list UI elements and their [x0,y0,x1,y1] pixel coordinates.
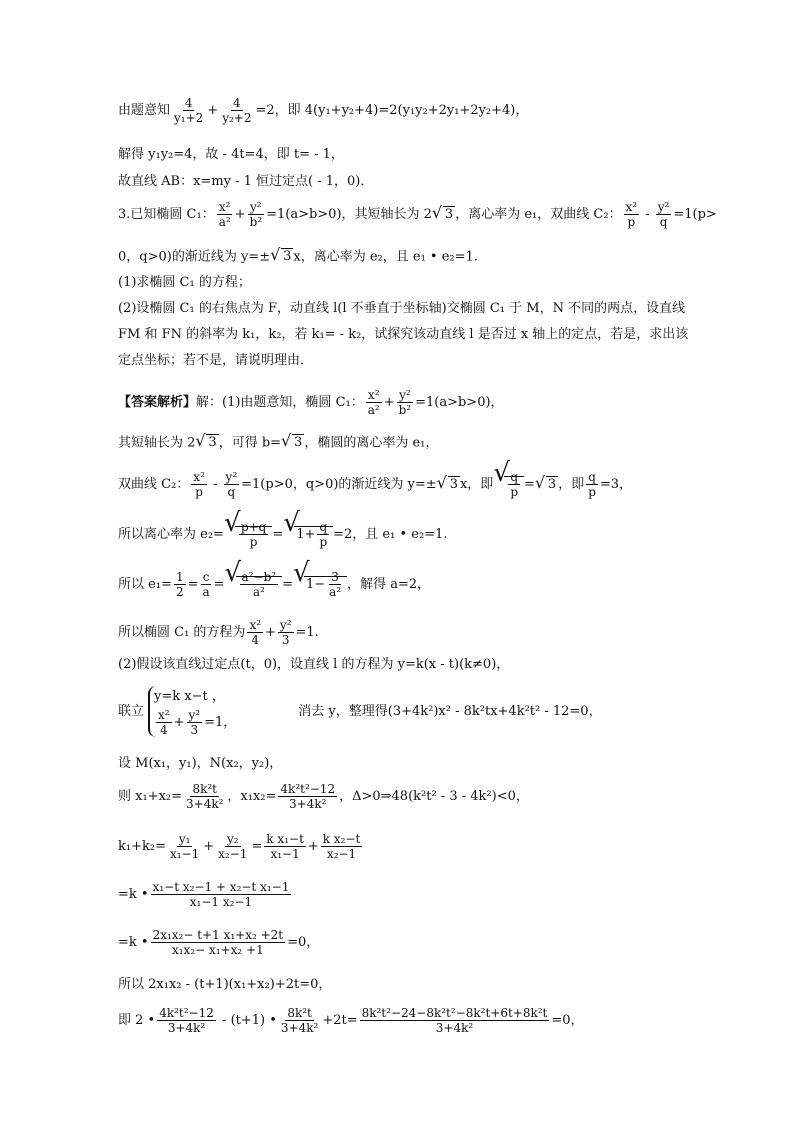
fraction: $\frac{\text{4k²t²−12}}{\text{3+4k²}}$ [159,1006,214,1035]
fraction: $\frac{\text{x²}}{\text{a²}}$ [367,388,380,417]
fraction: $\frac{\text{y²}}{q}$ [225,470,238,499]
problem-3-line-1: 3.已知椭圆 C₁： $\frac{\text{x²}}{\text{a²}}$ + $\frac{\text{y²}}{\text{b²}}$ =1(a>b>0)，其短轴长为 2 √ 3 ，离心率为 e₁，双曲线 C₂： $\frac{\text{x²}}{p}$ - $\frac{\text{y²}}{q}$ =1(p> [118,200,717,229]
answer-line-8: 联立 y=k x−t ， $\frac{\text{x²}}{4}$ + $\frac{\text{y²}}{3}$ =1， 消去 y，整理得(3+4k²)x² - 8k²tx+4k²t² - 12=0， [118,686,602,737]
answer-line-13: =k • $\frac{\text{2x₁x₂− t+1 x₁+x₂ +2t}}{\text{x₁x₂− x₁+x₂ +1}}$ =0， [118,928,320,957]
answer-line-7: (2)假设该直线过定点(t，0)，设直线 l 的方程为 y=k(x - t)(k≠0)， [118,657,510,672]
square-root: √ $\frac{\text{a²−b²}}{\text{a²}}$ [225,570,283,599]
fraction: $\frac{\text{x²}}{4}$ [158,708,170,737]
fraction: $\frac{\text{k x₂−t}}{\text{x₂−1}}$ [322,832,361,861]
square-root: √ 3 [270,245,292,264]
fraction: $\frac{p+q}{p}$ [240,520,267,549]
answer-line-3: 双曲线 C₂： $\frac{\text{x²}}{p}$ - $\frac{\text{y²}}{q}$ =1(p>0，q>0)的渐近线为 y=± √ 3 x，即 √ $\frac{q}{p}$ = √ 3 ，即 $\frac{q}{p}$ =3， [118,458,633,499]
line-3: 故直线 AB：x=my - 1 恒过定点( - 1，0)． [118,174,374,189]
square-root: √ 1− $\frac{3}{\text{a²}}$ [293,570,347,599]
problem-3-part-1: (1)求椭圆 C₁ 的方程； [118,275,251,290]
square-root: √ 3 [431,202,454,222]
fraction: $\frac{4}{\text{y₂+2}}$ [222,96,252,125]
square-root: √ 3 [534,472,557,492]
answer-line-15: 即 2 • $\frac{\text{4k²t²−12}}{\text{3+4k²}}$ - (t+1) • $\frac{\text{8k²t}}{\text{3+4k²}}$ +2t= $\frac{\text{8k²t²−24−8k²t²−8k²t+6t+8k²t}}{\text{3+4k²}}$ =0， [118,1006,584,1035]
answer-line-12: =k • $\frac{\text{x₁−t x₂−1 + x₂−t x₁−1}}{\text{x₁−1 x₂−1}}$ [118,880,290,909]
fraction: $\frac{q}{p}$ [588,470,596,499]
fraction: $\frac{\text{y²}}{\text{b²}}$ [249,200,263,229]
fraction: $\frac{\text{k x₁−t}}{\text{x₁−1}}$ [266,832,304,861]
fraction: $\frac{\text{2x₁x₂− t+1 x₁+x₂ +2t}}{\text{x₁x₂− x₁+x₂ +1}}$ [152,928,284,957]
answer-line-14: 所以 2x₁x₂ - (t+1)(x₁+x₂)+2t=0， [118,977,332,992]
fraction: $\frac{\text{8k²t²−24−8k²t²−8k²t+6t+8k²t}}{\text{3+4k²}}$ [361,1006,548,1035]
fraction: $\frac{\text{y₂}}{\text{x₂−1}}$ [218,832,248,861]
square-root: √ 3 [281,431,303,450]
fraction: $\frac{\text{a²−b²}}{\text{a²}}$ [241,570,277,599]
answer-line-1: 【答案解析】解：(1)由题意知，椭圆 C₁： $\frac{\text{x²}}{\text{a²}}$ + $\frac{\text{y²}}{\text{b²}}$ =1(a>b>0)， [118,388,504,417]
fraction: $\frac{\text{x²}}{\text{a²}}$ [218,200,231,229]
fraction: $\frac{1}{2}$ [175,570,184,599]
fraction: $\frac{\text{x²}}{p}$ [193,470,205,499]
problem-3-part-2-line-3: 定点坐标；若不是，请说明理由． [118,353,314,368]
answer-line-5: 所以 e₁= $\frac{1}{2}$ = $\frac{c}{a}$ = √ $\frac{\text{a²−b²}}{\text{a²}}$ = √ 1− $\frac{3}{\text{a²}}$ ，解得 a=2， [118,558,431,599]
fraction: $\frac{\text{y₁}}{\text{x₁−1}}$ [169,832,200,861]
square-root: √ 3 [436,472,458,492]
square-root: √ 1+ $\frac{q}{p}$ [283,520,333,549]
answer-line-10: 则 x₁+x₂= $\frac{\text{8k²t}}{\text{3+4k²}}$ ，x₁x₂= $\frac{\text{4k²t²−12}}{\text{3+4k²}}$ ，Δ>0⇒48(k²t² - 3 - 4k²)<0， [118,782,529,811]
answer-tag: 【答案解析】 [118,395,197,410]
fraction: $\frac{\text{y²}}{3}$ [279,618,292,647]
line-1: 由题意知 $\frac{4}{\text{y₁+2}}$ + $\frac{4}{\text{y₂+2}}$ =2，即 4(y₁+y₂+4)=2(y₁y₂+2y₁+2y₂+4)， [118,96,529,125]
problem-3-part-2-line-2: FM 和 FN 的斜率为 k₁，k₂，若 k₁= - k₂，试探究该动直线 l 是否过 x 轴上的定点，若是，求出该 [118,327,689,342]
answer-line-9: 设 M(x₁，y₁)，N(x₂，y₂)， [118,756,283,771]
fraction: $\frac{\text{4k²t²−12}}{\text{3+4k²}}$ [280,782,336,811]
square-root: √ $\frac{q}{p}$ [493,470,524,499]
fraction: $\frac{\text{y²}}{q}$ [657,200,670,229]
fraction: $\frac{3}{\text{a²}}$ [329,570,342,599]
fraction: $\frac{4}{\text{y₁+2}}$ [174,96,204,125]
problem-3-part-2-line-1: (2)设椭圆 C₁ 的右焦点为 F，动直线 l(l 不垂直于坐标轴)交椭圆 C₁ 于 M，N 不同的两点，设直线 [118,301,686,316]
answer-line-2: 其短轴长为 2 √ 3 ，可得 b= √ 3 ，椭圆的离心率为 e₁， [118,431,439,451]
square-root: √ $\frac{p+q}{p}$ [224,520,272,549]
problem-3-line-2: 0，q>0)的渐近线为 y=± √ 3 x，离心率为 e₂，且 e₁ • e₂=1. [118,245,478,265]
square-root: √ 3 [195,431,217,450]
line-2: 解得 y₁y₂=4，故 - 4t=4，即 t= - 1， [118,147,344,162]
fraction: $\frac{\text{x²}}{4}$ [249,618,262,647]
equation-system: y=k x−t ， $\frac{\text{x²}}{4}$ + $\frac{\text{y²}}{3}$ =1， [148,686,236,737]
answer-line-4: 所以离心率为 e₂= √ $\frac{p+q}{p}$ = √ 1+ $\frac{q}{p}$ =2，且 e₁ • e₂=1. [118,508,448,549]
fraction: $\frac{\text{x²}}{p}$ [625,200,638,229]
fraction: $\frac{q}{p}$ [510,470,518,499]
fraction: $\frac{\text{8k²t}}{\text{3+4k²}}$ [186,782,224,811]
fraction: $\frac{\text{8k²t}}{\text{3+4k²}}$ [280,1006,319,1035]
fraction: $\frac{c}{a}$ [202,570,210,599]
answer-line-11: k₁+k₂= $\frac{\text{y₁}}{\text{x₁−1}}$ + $\frac{\text{y₂}}{\text{x₂−1}}$ = $\frac{\text{k x₁−t}}{\text{x₁−1}}$ + $\frac{\text{k x₂−t}}{\text{x₂−1}}$ [118,832,361,861]
fraction: $\frac{\text{y²}}{\text{b²}}$ [398,388,412,417]
fraction: $\frac{\text{x₁−t x₂−1 + x₂−t x₁−1}}{\text{x₁−1 x₂−1}}$ [152,880,290,909]
fraction: $\frac{\text{y²}}{3}$ [188,708,201,737]
answer-line-6: 所以椭圆 C₁ 的方程为 $\frac{\text{x²}}{4}$ + $\frac{\text{y²}}{3}$ =1. [118,618,319,647]
fraction: $\frac{q}{p}$ [319,520,328,549]
